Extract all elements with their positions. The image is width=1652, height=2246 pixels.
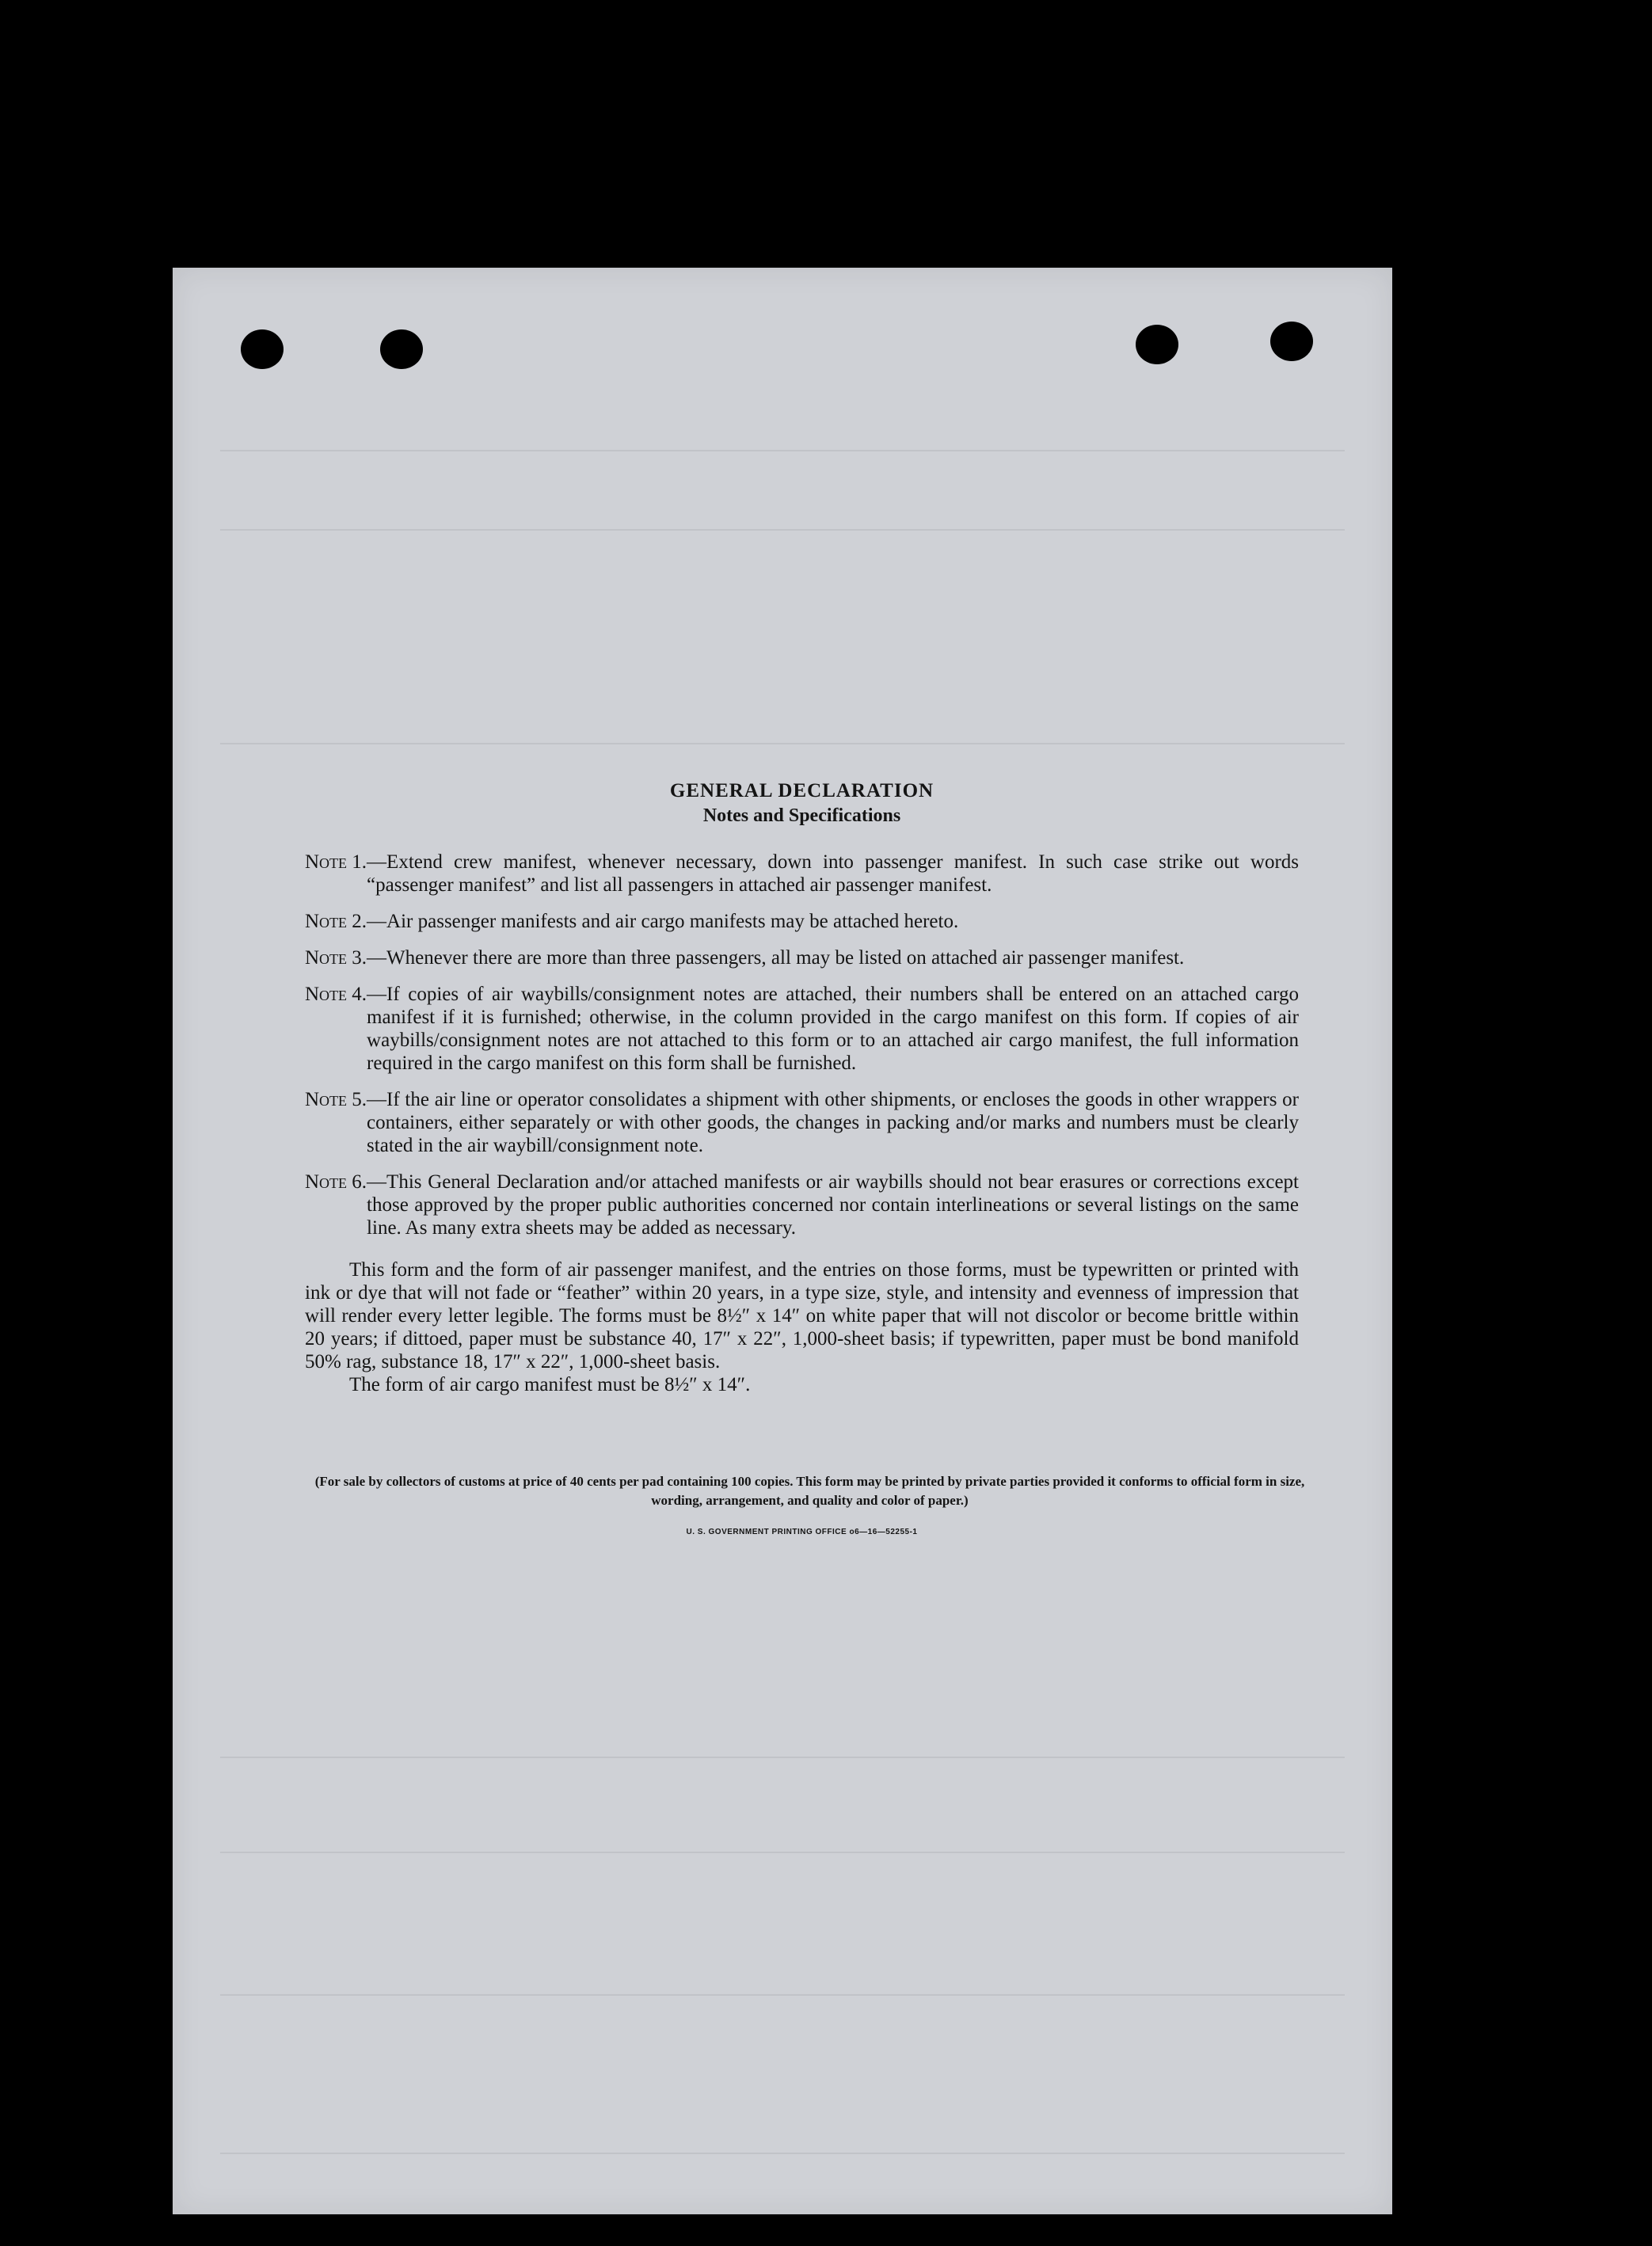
note-text: —If copies of air waybills/consignment notes are attached, their numbers shall be entered on an attached cargo manifest if it is furnished; otherwise, in the column provided in the cargo manifest on this form. If copies of air waybills/consignment notes are not attached to this form or to an attached air cargo manifest, the full information required in the cargo manifest on this form shall be furnished. [367, 984, 1299, 1074]
note-2 [305, 910, 1299, 933]
note-text: —Air passenger manifests and air cargo manifests may be attached hereto. [367, 911, 959, 932]
note-label: Note 6. [305, 1171, 367, 1193]
note-text: —Extend crew manifest, whenever necessary, down into passenger manifest. In such case strike out words “passenger manifest” and list all passengers in attached air passenger manifest. [367, 851, 1299, 896]
note-3 [305, 946, 1299, 969]
note-5 [305, 1088, 1299, 1157]
note-text: —Whenever there are more than three passengers, all may be listed on attached air passenger manifest. [367, 947, 1185, 969]
note-text: —This General Declaration and/or attached manifests or air waybills should not bear erasures or corrections except those approved by the proper public authorities concerned nor contain interlineations or several listings on the same line. As many extra sheets may be added as necessary. [367, 1171, 1299, 1239]
sale-notice: (For sale by collectors of customs at price of 40 cents per pad containing 100 copies. This form may be printed by private parties provided it conforms to official form in size, wording, arrangement, and quality and color of paper.) [314, 1474, 1305, 1508]
cargo-manifest-size-paragraph: The form of air cargo manifest must be 8½″ x 14″. [349, 1374, 751, 1395]
punch-hole-right-2 [1270, 322, 1313, 361]
note-6 [305, 1171, 1299, 1239]
notes-content [305, 780, 1305, 1536]
note-4 [305, 983, 1299, 1075]
note-label: Note 3. [305, 947, 367, 969]
bleed-through-line [220, 450, 1345, 451]
bleed-through-line [220, 1757, 1345, 1758]
punch-hole-left-1 [241, 329, 284, 369]
note-label: Note 1. [305, 851, 367, 873]
page-subtitle: Notes and Specifications [702, 805, 901, 826]
paper-specification-paragraph: This form and the form of air passenger manifest, and the entries on those forms, must be typewritten or printed with ink or dye that will not fade or “feather” within 20 years, in a type size, style, and intensity and evenness of impression that will render every letter legible. The forms must be 8½″ x 14″ on white paper that will not discolor or become brittle within 20 years; if dittoed, paper must be substance 40, 17″ x 22″, 1,000-sheet basis; if typewritten, paper must be bond manifold 50% rag, substance 18, 17″ x 22″, 1,000-sheet basis. [305, 1259, 1299, 1372]
bleed-through-line [220, 529, 1345, 531]
note-label: Note 5. [305, 1089, 367, 1110]
note-1 [305, 851, 1299, 896]
note-label: Note 4. [305, 984, 367, 1005]
bleed-through-line [220, 1994, 1345, 1996]
note-text: —If the air line or operator consolidates a shipment with other shipments, or encloses the goods in other wrappers or containers, either separately or with other goods, the changes in packing and/or marks and numbers must be clearly stated in the air waybill/consignment note. [367, 1089, 1299, 1156]
punch-hole-right-1 [1136, 325, 1178, 364]
punch-hole-left-2 [380, 329, 423, 369]
printer-line: U. S. GOVERNMENT PRINTING OFFICE o6—16—52255-1 [686, 1528, 918, 1536]
bleed-through-line [220, 743, 1345, 744]
bleed-through-line [220, 2153, 1345, 2154]
note-label: Note 2. [305, 911, 367, 932]
page-title: GENERAL DECLARATION [669, 780, 934, 801]
bleed-through-line [220, 1852, 1345, 1853]
